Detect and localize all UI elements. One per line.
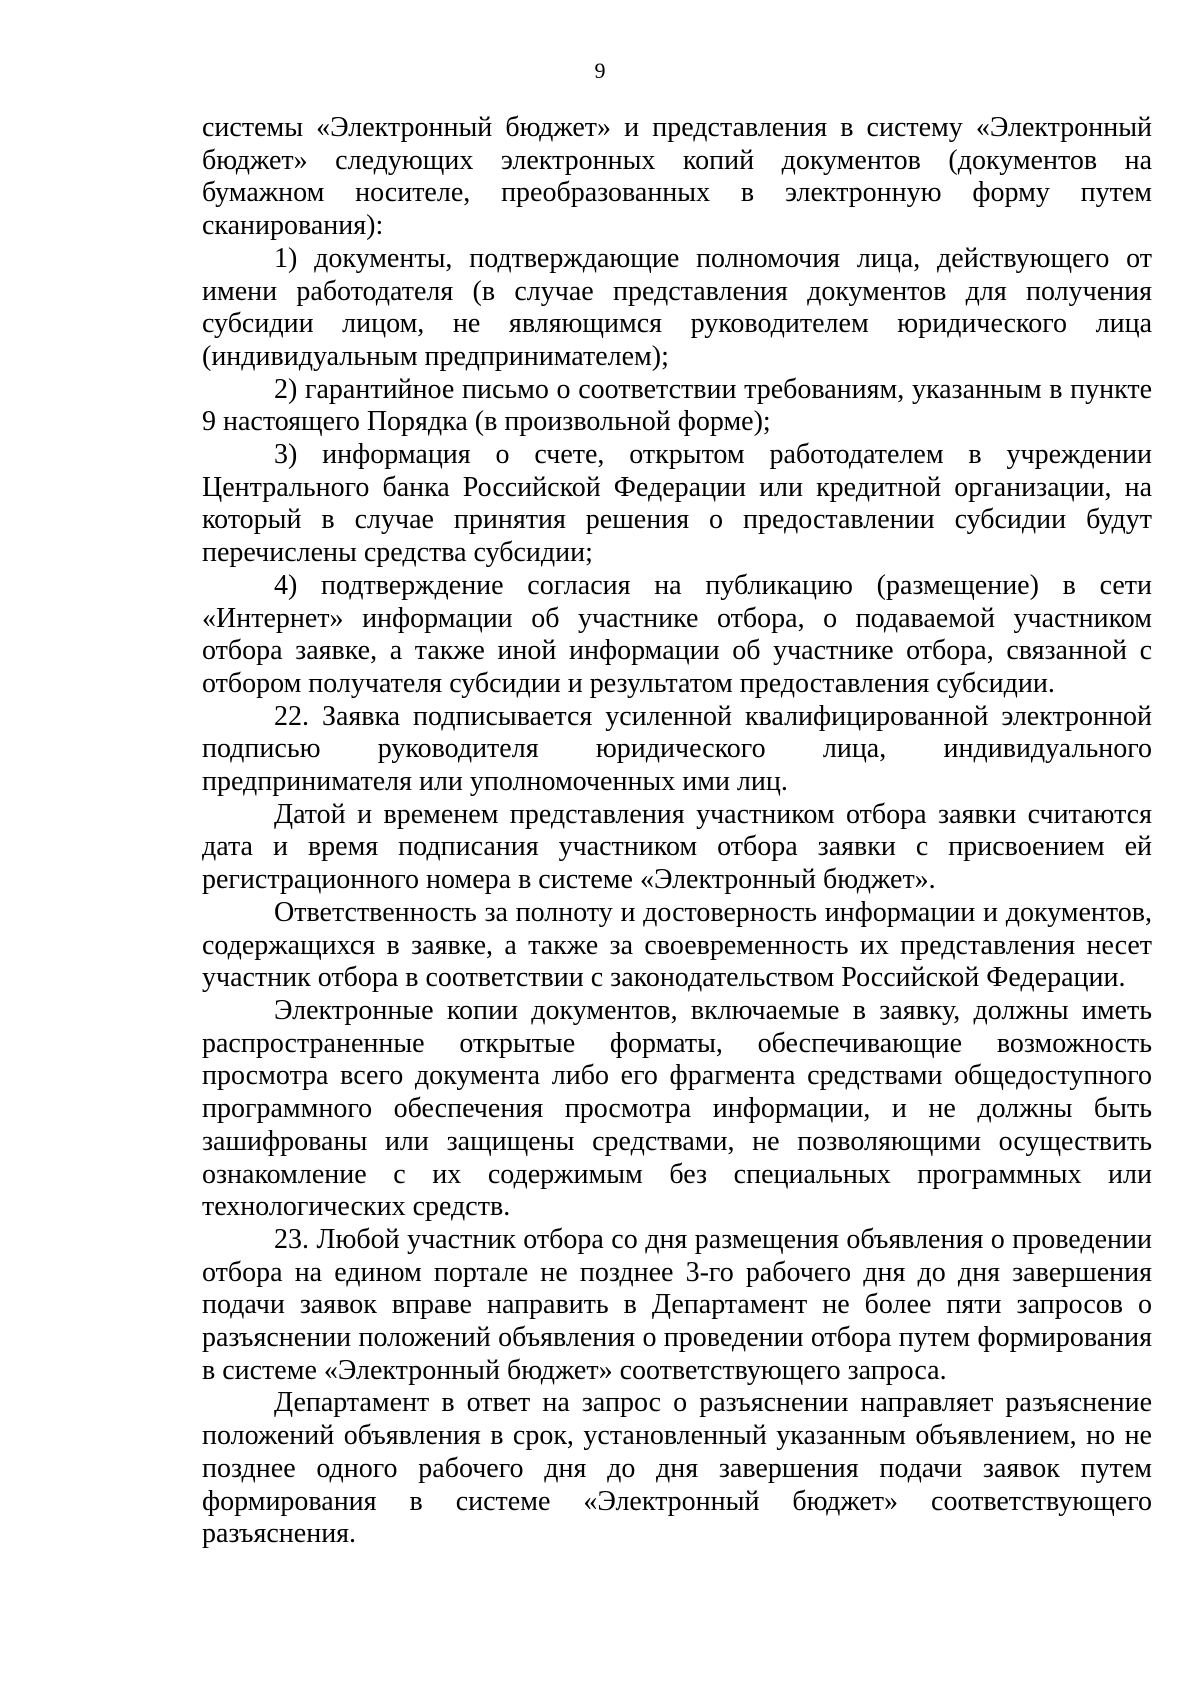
page-number: 9 [594, 58, 606, 83]
list-item-4: 4) подтверждение согласия на публикацию (размещение) в сети «Интернет» информации об участнике отбора, о подаваемой участником отбора заявке, а также иной информации об участнике отбора, связанной с отбором получателя субсидии и результатом предоставления субсидии. [202, 569, 1152, 699]
paragraph-electronic-copies: Электронные копии документов, включаемые в заявку, должны иметь распространенные открытые форматы, обеспечивающие возможность просмотра всего документа либо его фрагмента средствами общедоступного программного обеспечения просмотра информации, и не должны быть зашифрованы или защищены средствами, не позволяющими осуществить ознакомление с их содержимым без специальных программных или технологических средств. [202, 994, 1152, 1223]
list-item-2: 2) гарантийное письмо о соответствии требованиям, указанным в пункте 9 настоящего Порядка (в произвольной форме); [202, 373, 1152, 438]
paragraph-responsibility: Ответственность за полноту и достоверность информации и документов, содержащихся в заявке, а также за своевременность их представления несет участник отбора в соответствии с законодательством Российской Федерации. [202, 896, 1152, 994]
paragraph-department-response: Департамент в ответ на запрос о разъяснении направляет разъяснение положений объявления в срок, установленный указанным объявлением, но не позднее одного рабочего дня до дня завершения подачи заявок путем формирования в системе «Электронный бюджет» соответствующего разъяснения. [202, 1387, 1152, 1550]
clause-22: 22. Заявка подписывается усиленной квалифицированной электронной подписью руководителя юридического лица, индивидуального предпринимателя или уполномоченных ими лиц. [202, 700, 1152, 798]
list-item-3: 3) информация о счете, открытом работодателем в учреждении Центрального банка Российской Федерации или кредитной организации, на который в случае принятия решения о предоставлении субсидии будут перечислены средства субсидии; [202, 439, 1152, 569]
clause-23: 23. Любой участник отбора со дня размещения объявления о проведении отбора на едином портале не позднее 3-го рабочего дня до дня завершения подачи заявок вправе направить в Департамент не более пяти запросов о разъяснении положений объявления о проведении отбора путем формирования в системе «Электронный бюджет» соответствующего запроса. [202, 1223, 1152, 1386]
document-body [202, 112, 1152, 1551]
paragraph-submission-date: Датой и временем представления участником отбора заявки считаются дата и время подписания участником отбора заявки с присвоением ей регистрационного номера в системе «Электронный бюджет». [202, 798, 1152, 896]
list-item-1: 1) документы, подтверждающие полномочия лица, действующего от имени работодателя (в случае представления документов для получения субсидии лицом, не являющимся руководителем юридического лица (индивидуальным предпринимателем); [202, 242, 1152, 372]
paragraph-continuation: системы «Электронный бюджет» и представления в систему «Электронный бюджет» следующих электронных копий документов (документов на бумажном носителе, преобразованных в электронную форму путем сканирования): [202, 112, 1152, 242]
